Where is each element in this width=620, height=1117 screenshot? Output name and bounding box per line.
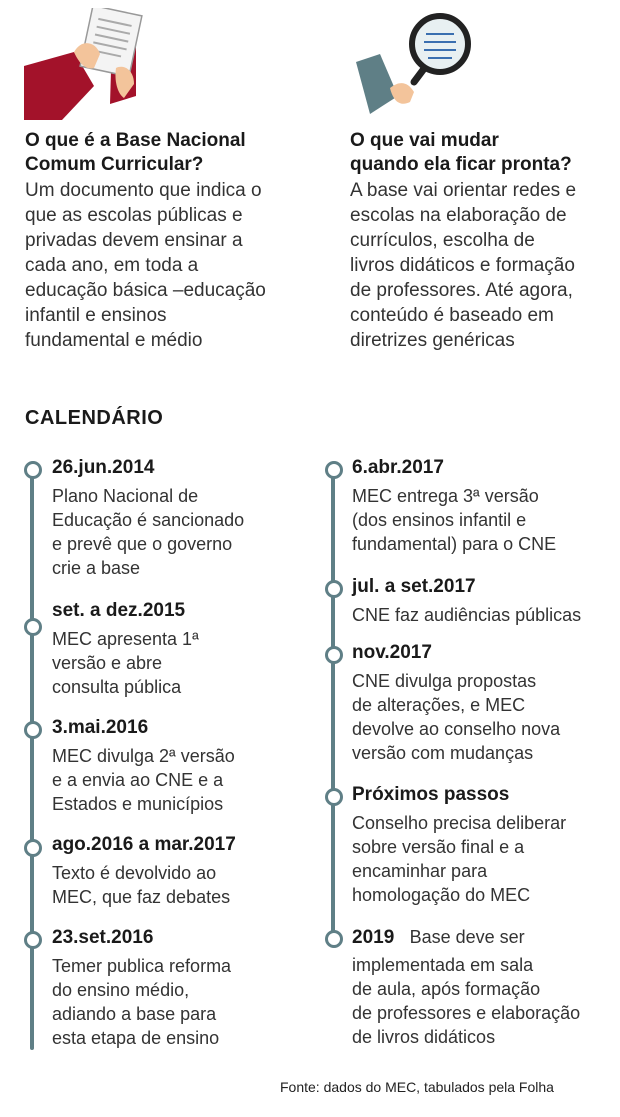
timeline-dot [24,461,42,479]
source-credit: Fonte: dados do MEC, tabulados pela Folha [280,1079,554,1095]
event-text: CNE faz audiências públicas [352,605,582,625]
event-date: 6.abr.2017 [352,457,444,478]
question-1-body: Um documento que indica o que as escolas públicas e privadas devem ensinar a cada ano, em toda a educação básica –educação infantil e ensinos fundamental e médio [25,180,266,351]
left-timeline-line [30,464,34,1050]
event-date: 23.set.2016 [52,927,154,948]
question-2-heading: O que vai mudar quando ela ficar pronta? [350,130,572,175]
event-text: Plano Nacional de Educação é sancionado e prevê que o governo crie a base [52,486,245,578]
event-text: MEC apresenta 1ª versão e abre consulta pública [52,629,199,697]
timeline-dot [24,618,42,636]
event-text: MEC entrega 3ª versão (dos ensinos infantil e fundamental) para o CNE [352,486,557,554]
event-date: 3.mai.2016 [52,717,149,738]
timeline-dot [24,721,42,739]
document-in-hands-icon [24,8,154,122]
right-timeline-line [331,464,335,946]
event-text: implementada em sala de aula, após formação de professores e elaboração de livros didáticos [352,955,581,1047]
event-date: nov.2017 [352,642,432,663]
question-2-body: A base vai orientar redes e escolas na elaboração de currículos, escolha de livros didáticos e formação de professores. Até agora, conteúdo é baseado em diretrizes genéricas [350,180,577,351]
event-date: 26.jun.2014 [52,457,155,478]
event-text: Texto é devolvido ao MEC, que faz debates [52,863,231,907]
event-date: jul. a set.2017 [352,576,476,597]
timeline-dot [24,931,42,949]
event-inline-text: Base deve ser [409,927,525,947]
timeline-dot [325,580,343,598]
event-date: ago.2016 a mar.2017 [52,834,236,855]
timeline-dot [325,461,343,479]
timeline-dot [325,930,343,948]
event-year: 2019 [352,927,395,948]
timeline-dot [325,788,343,806]
event-date: set. a dez.2015 [52,600,186,621]
event-text: MEC divulga 2ª versão e a envia ao CNE e a Estados e municípios [52,746,235,814]
calendar-title: CALENDÁRIO [25,407,164,429]
timeline-dot [325,646,343,664]
event-text: Temer publica reforma do ensino médio, adiando a base para esta etapa de ensino [52,956,232,1048]
question-1-heading: O que é a Base Nacional Comum Curricular? [25,130,246,175]
magnifying-glass-icon [356,8,476,122]
event-text: Conselho precisa deliberar sobre versão final e a encaminhar para homologação do MEC [352,813,567,905]
timeline-dot [24,839,42,857]
event-date: Próximos passos [352,784,510,805]
event-date-2019 [352,925,525,950]
event-text: CNE divulga propostas de alterações, e MEC devolve ao conselho nova versão com mudanças [352,671,561,763]
